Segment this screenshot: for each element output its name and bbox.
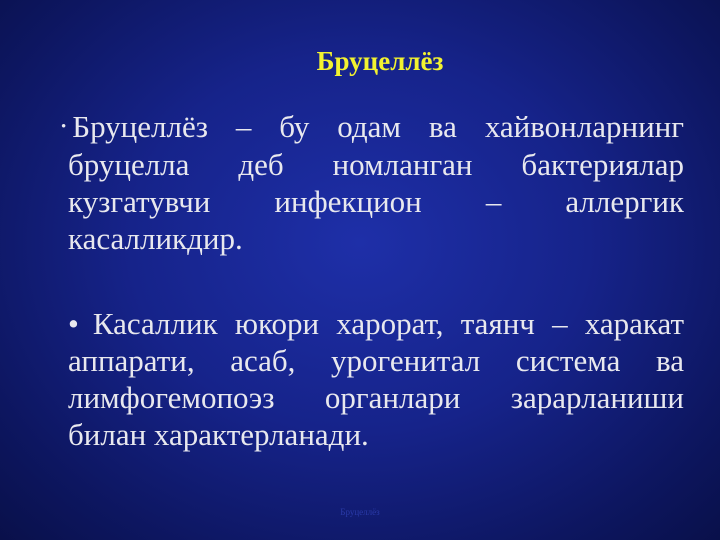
paragraph-text: Касаллик юкори харорат, таянч – харакат аппарати, асаб, урогенитал система ва лимфогемопоэз органлари зарарланиши билан характерланади. [68, 306, 684, 452]
bullet-icon: • [61, 119, 67, 135]
paragraph-text: Бруцеллёз – бу одам ва хайвонларнинг бруцелла деб номланган бактериялар кузгатувчи инфекцион – аллергик касалликдир. [68, 109, 684, 256]
slide-footer: Бруцеллёз [340, 507, 380, 517]
bullet-paragraph-2 [68, 305, 684, 453]
slide-title: Бруцеллёз [316, 46, 444, 76]
bullet-icon: • [68, 306, 79, 341]
bullet-paragraph-1 [61, 108, 684, 257]
